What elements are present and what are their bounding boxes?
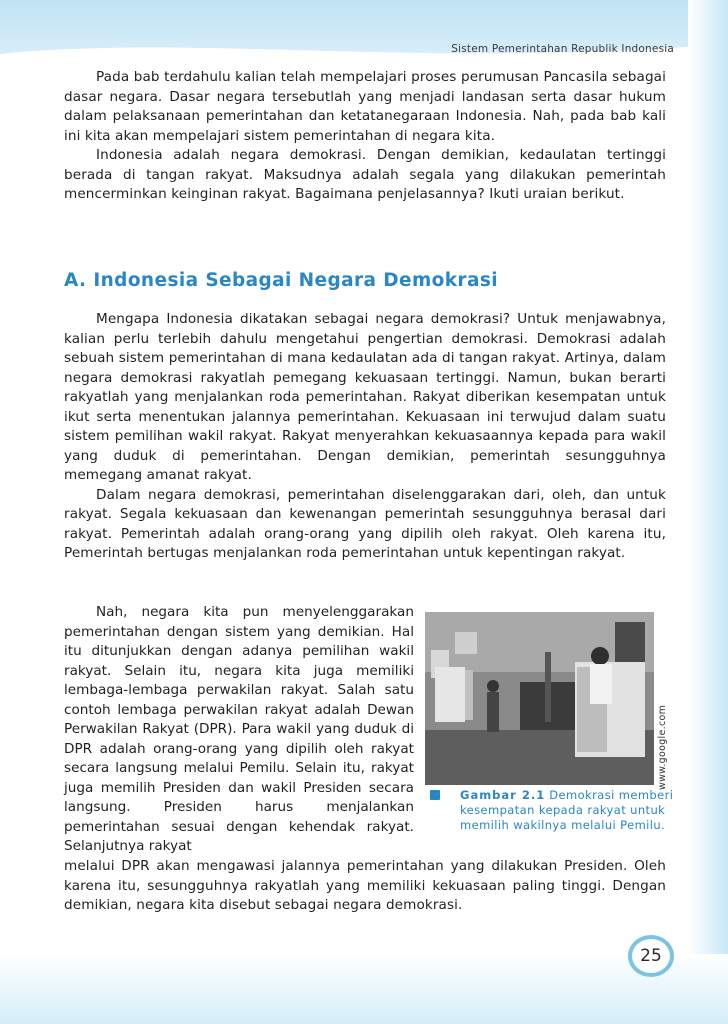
right-edge-decoration <box>688 0 728 1024</box>
body-paragraph: Mengapa Indonesia dikatakan sebagai negara demokrasi? Untuk menjawabnya, kalian perlu terlebih dahulu mengetahui pengertian demokrasi. Demokrasi adalah sebuah sistem pemerintahan di mana kedaulatan ada di tangan rakyat. Artinya, dalam negara demokrasi rakyatlah pemegang kekuasaan tertinggi. Namun, bukan berarti rakyatlah yang menjalankan roda pemerintahan. Rakyat diberikan kesempatan untuk ikut serta menentukan jalannya pemerintahan. Kekuasaan ini terwujud dalam suatu sistem pemilihan wakil rakyat. Rakyat menyerahkan kekuasaannya kepada para wakil yang duduk di pemerintahan. Dengan demikian, pemerintah sesungguhnya memegang amanat rakyat. <box>64 311 666 483</box>
page-number: 25 <box>632 939 670 973</box>
body-paragraph: Nah, negara kita pun menyelenggarakan pemerintahan dengan sistem yang demikian. Hal itu ditunjukkan dengan adanya pemilihan wakil rakyat. Selain itu, negara kita juga memiliki lembaga-lembaga perwakilan rakyat. Salah satu contoh lembaga perwakilan rakyat adalah Dewan Perwakilan Rakyat (DPR). Para wakil yang duduk di DPR adalah orang-orang yang dipilih oleh rakyat secara langsung melalui Pemilu. Selain itu, rakyat juga memilih Presiden dan wakil Presiden secara langsung. Presiden harus menjalankan pemerintahan sesuai dengan kehendak rakyat. Selanjutnya rakyat <box>64 604 414 854</box>
running-head: Sistem Pemerintahan Republik Indonesia <box>451 43 674 55</box>
wrapped-paragraph <box>64 603 414 857</box>
section-heading: A. Indonesia Sebagai Negara Demokrasi <box>64 270 498 291</box>
intro-text <box>64 68 666 205</box>
body-paragraph: melalui DPR akan mengawasi jalannya pemerintahan yang dilakukan Presiden. Oleh karena itu, sesungguhnya rakyatlah yang memiliki kekuasaan paling tinggi. Dengan demikian, negara kita disebut sebagai negara demokrasi. <box>64 858 666 913</box>
intro-paragraph: Pada bab terdahulu kalian telah mempelajari proses perumusan Pancasila sebagai dasar negara. Dasar negara tersebutlah yang menjadi landasan serta dasar hukum dalam pelaksanaan pemerintahan dan ketatanegaraan Indonesia. Nah, pada bab kali ini kita akan mempelajari sistem pemerintahan di negara kita. <box>64 69 666 144</box>
section-body <box>64 310 666 564</box>
caption-marker-icon <box>430 790 440 800</box>
footer-band <box>0 954 728 1024</box>
page-number-badge <box>628 935 674 977</box>
intro-paragraph: Indonesia adalah negara demokrasi. Dengan demikian, kedaulatan tertinggi berada di tangan rakyat. Maksudnya adalah segala yang dilakukan pemerintah mencerminkan keinginan rakyat. Bagaimana penjelasannya? Ikuti uraian berikut. <box>64 147 666 202</box>
body-paragraph: Dalam negara demokrasi, pemerintahan diselenggarakan dari, oleh, dan untuk rakyat. Segala kekuasaan dan kewenangan pemerintah sesungguhnya berasal dari rakyat. Pemerintah adalah orang-orang yang dipilih oleh rakyat. Oleh karena itu, Pemerintah bertugas menjalankan roda pemerintahan untuk kepentingan rakyat. <box>64 486 666 561</box>
caption-text: Demokrasi memberi kesempatan kepada rakyat untuk memilih wakilnya melalui Pemilu. <box>460 788 674 832</box>
election-photo <box>425 612 654 785</box>
voting-booth-illustration <box>425 612 654 785</box>
figure-label: Gambar 2.1 <box>460 788 546 802</box>
photo-credit: www.google.com <box>657 704 668 790</box>
section-body-end <box>64 857 666 916</box>
